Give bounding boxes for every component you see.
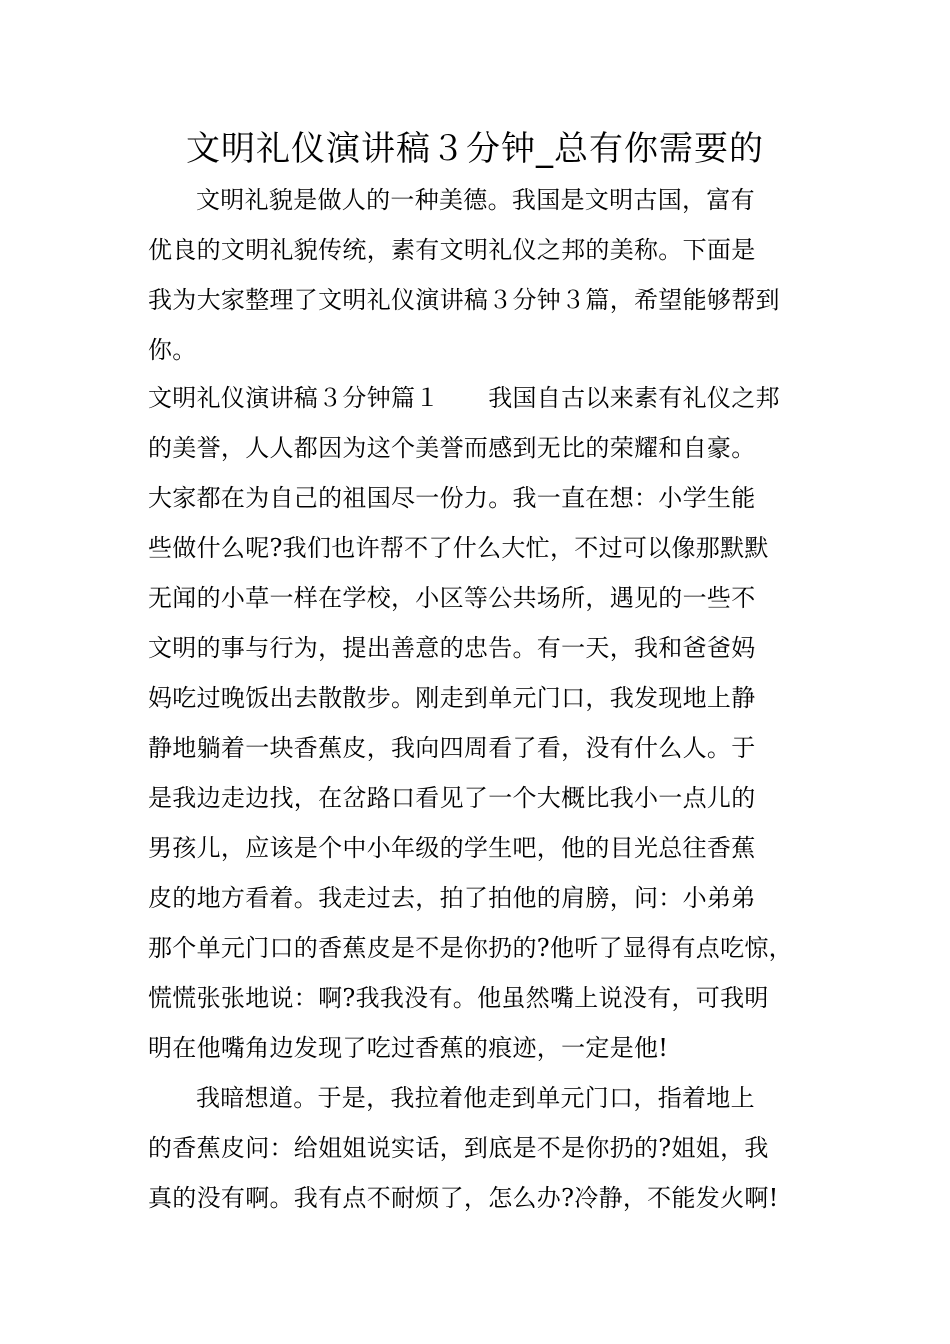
paragraph-line: 静地躺着一块香蕉皮，我向四周看了看，没有什么人。于 <box>148 734 756 762</box>
paragraph-line: 皮的地方看着。我走过去，拍了拍他的肩膀，问：小弟弟 <box>148 884 756 912</box>
paragraph-line: 是我边走边找，在岔路口看见了一个大概比我小一点儿的 <box>148 784 756 812</box>
paragraph-line: 真的没有啊。我有点不耐烦了，怎么办?冷静，不能发火啊! <box>148 1184 779 1212</box>
paragraph-line: 文明礼貌是做人的一种美德。我国是文明古国，富有 <box>196 186 755 214</box>
paragraph-line: 男孩儿，应该是个中小年级的学生吧，他的目光总往香蕉 <box>148 834 756 862</box>
paragraph-line: 我为大家整理了文明礼仪演讲稿３分钟３篇，希望能够帮到 <box>148 286 780 314</box>
paragraph-line: 那个单元门口的香蕉皮是不是你扔的?他听了显得有点吃惊， <box>148 934 793 962</box>
paragraph-line: 的香蕉皮问：给姐姐说实话，到底是不是你扔的?姐姐，我 <box>148 1134 769 1162</box>
paragraph-line: 优良的文明礼貌传统，素有文明礼仪之邦的美称。下面是 <box>148 236 756 264</box>
paragraph-line: 我暗想道。于是，我拉着他走到单元门口，指着地上 <box>196 1084 755 1112</box>
paragraph-line: 文明的事与行为，提出善意的忠告。有一天，我和爸爸妈 <box>148 634 756 662</box>
document-title: 文明礼仪演讲稿３分钟_总有你需要的 <box>186 129 764 169</box>
section-heading-line: 文明礼仪演讲稿３分钟篇１ 我国自古以来素有礼仪之邦 <box>148 384 780 412</box>
paragraph-line: 些做什么呢?我们也许帮不了什么大忙，不过可以像那默默 <box>148 534 769 562</box>
paragraph-line: 明在他嘴角边发现了吃过香蕉的痕迹，一定是他! <box>148 1034 669 1062</box>
paragraph-line: 无闻的小草一样在学校，小区等公共场所，遇见的一些不 <box>148 584 756 612</box>
paragraph-line: 妈吃过晚饭出去散散步。刚走到单元门口，我发现地上静 <box>148 684 756 712</box>
paragraph-line: 大家都在为自己的祖国尽一份力。我一直在想：小学生能 <box>148 484 756 512</box>
paragraph-line: 慌慌张张地说：啊?我我没有。他虽然嘴上说没有，可我明 <box>148 984 769 1012</box>
paragraph-line: 的美誉，人人都因为这个美誉而感到无比的荣耀和自豪。 <box>148 434 756 462</box>
paragraph-line: 你。 <box>148 336 197 364</box>
